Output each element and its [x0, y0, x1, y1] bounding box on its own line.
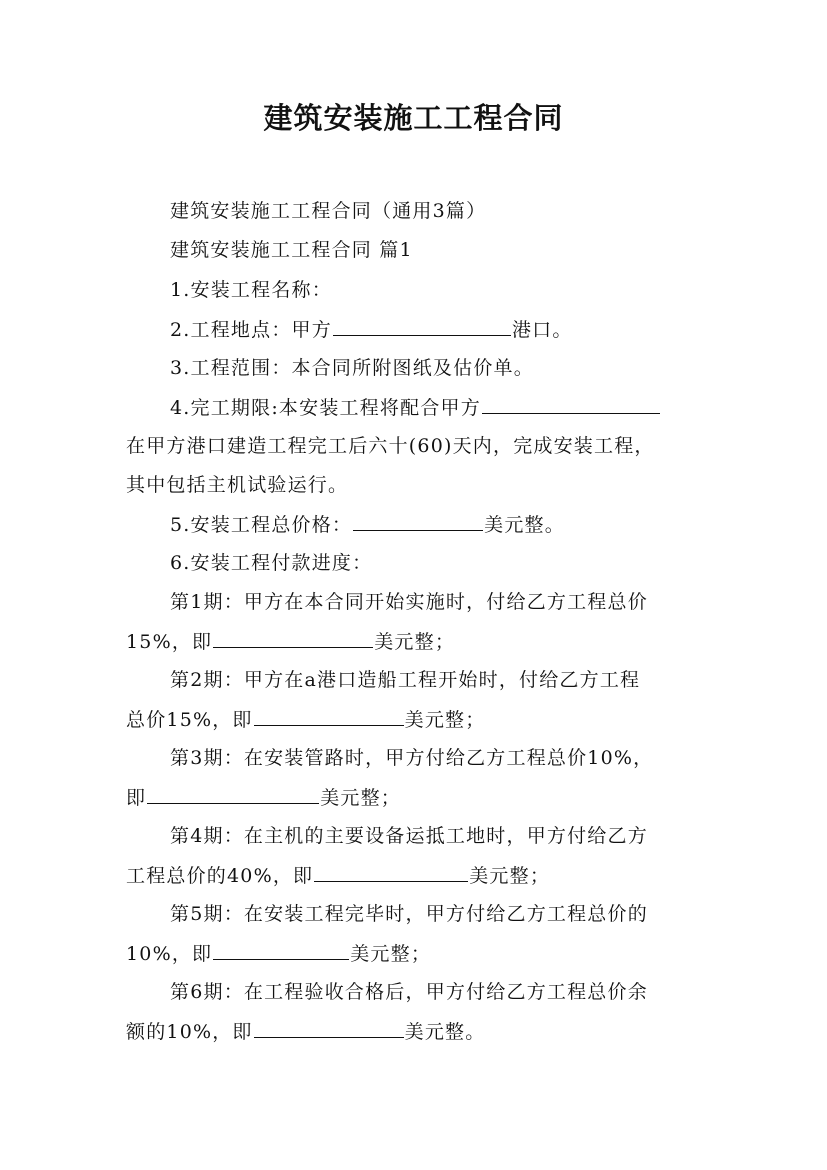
document-title: 建筑安装施工工程合同 — [263, 101, 564, 135]
clause-4-line-3: 其中包括主机试验运行。 — [126, 474, 349, 496]
clause-6: 6.安装工程付款进度： — [170, 552, 373, 574]
fill-blank-payment-4 — [314, 862, 468, 882]
payment-5-line-2 — [126, 940, 431, 967]
clause-2-suffix: 港口。 — [511, 319, 573, 341]
clause-4-line-1 — [170, 394, 661, 421]
fill-blank-location — [333, 316, 511, 336]
payment-5-text: 10%，即 — [126, 943, 213, 965]
payment-1-suffix: 美元整； — [374, 631, 456, 653]
fill-blank-payment-3 — [147, 784, 319, 804]
payment-3-line-1: 第3期：在安装管路时，甲方付给乙方工程总价10%， — [170, 747, 654, 769]
fill-blank-project — [482, 394, 660, 414]
payment-2-text: 总价15%，即 — [126, 709, 253, 731]
clause-3: 3.工程范围：本合同所附图纸及估价单。 — [170, 357, 534, 379]
payment-3-suffix: 美元整； — [320, 787, 402, 809]
fill-blank-payment-5 — [213, 940, 349, 960]
payment-6-line-2 — [126, 1018, 485, 1045]
clause-5-text: 5.安装工程总价格： — [170, 514, 353, 536]
fill-blank-payment-2 — [254, 706, 404, 726]
document-subtitle: 建筑安装施工工程合同（通用3篇） — [170, 200, 487, 222]
clause-5 — [170, 511, 565, 538]
section-heading: 建筑安装施工工程合同 篇1 — [170, 239, 413, 261]
payment-6-text: 额的10%，即 — [126, 1021, 253, 1043]
payment-2-suffix: 美元整； — [404, 709, 486, 731]
clause-4-line-2: 在甲方港口建造工程完工后六十(60)天内，完成安装工程， — [126, 435, 655, 457]
payment-1-line-1: 第1期：甲方在本合同开始实施时，付给乙方工程总价 — [170, 591, 648, 613]
clause-2-text: 2.工程地点：甲方 — [170, 319, 332, 341]
payment-4-line-1: 第4期：在主机的主要设备运抵工地时，甲方付给乙方 — [170, 825, 648, 847]
fill-blank-total-price — [353, 511, 483, 531]
payment-6-suffix: 美元整。 — [404, 1021, 486, 1043]
payment-1-text: 15%，即 — [126, 631, 213, 653]
payment-5-line-1: 第5期：在安装工程完毕时，甲方付给乙方工程总价的 — [170, 903, 648, 925]
payment-5-suffix: 美元整； — [350, 943, 432, 965]
payment-4-line-2 — [126, 862, 550, 889]
clause-4-text: 4.完工期限:本安装工程将配合甲方 — [170, 397, 481, 419]
payment-6-line-1: 第6期：在工程验收合格后，甲方付给乙方工程总价余 — [170, 981, 648, 1003]
clause-2 — [170, 316, 573, 343]
payment-4-suffix: 美元整； — [469, 865, 551, 887]
clause-5-suffix: 美元整。 — [484, 514, 565, 536]
payment-2-line-1: 第2期：甲方在a港口造船工程开始时，付给乙方工程 — [170, 669, 641, 691]
payment-2-line-2 — [126, 706, 485, 733]
payment-1-line-2 — [126, 628, 455, 655]
payment-4-text: 工程总价的40%，即 — [126, 865, 314, 887]
clause-1: 1.安装工程名称： — [170, 279, 332, 301]
fill-blank-payment-6 — [254, 1018, 404, 1038]
payment-3-line-2 — [126, 784, 401, 811]
payment-3-text: 即 — [126, 787, 147, 809]
fill-blank-payment-1 — [213, 628, 373, 648]
